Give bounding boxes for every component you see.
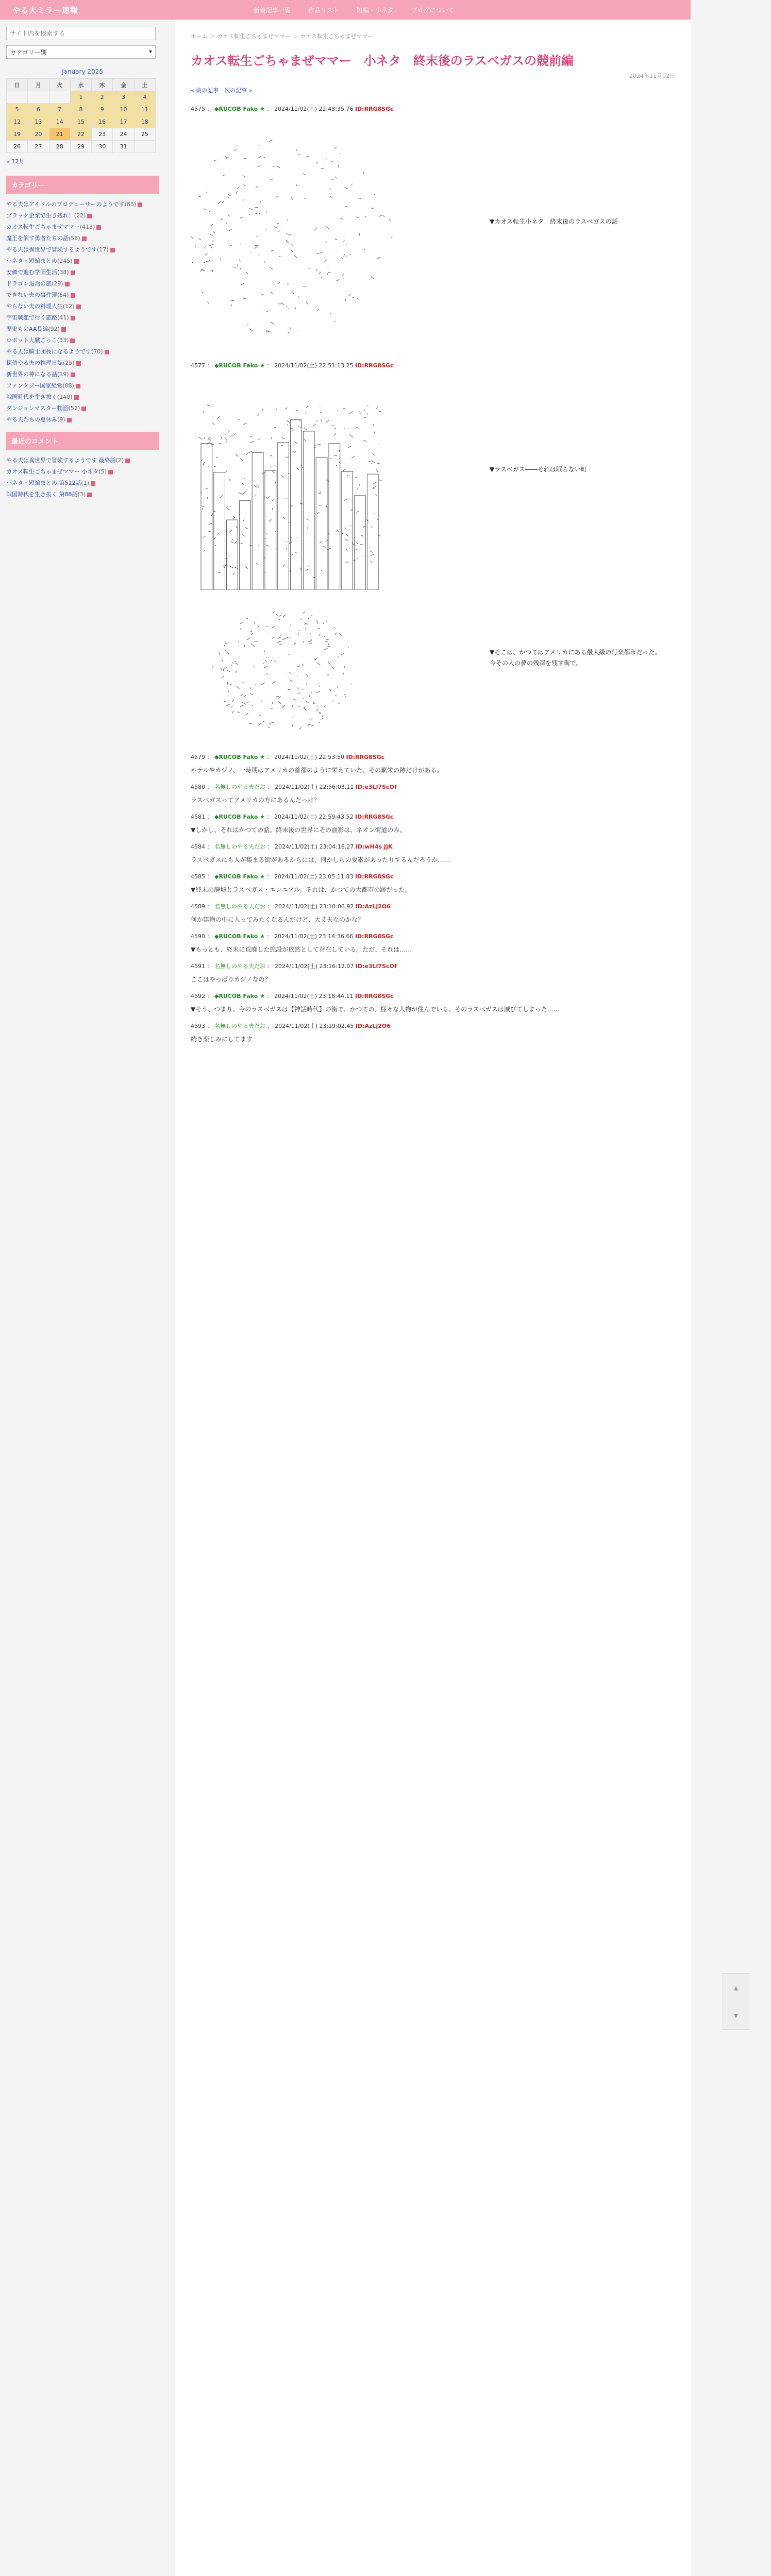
sidebar-link[interactable] — [6, 233, 159, 244]
calendar-day-header: 水 — [70, 79, 91, 91]
sidebar-link[interactable] — [6, 290, 159, 301]
poster-name: ◆RUCOB Fako ★ — [214, 754, 265, 760]
new-badge-icon — [61, 327, 66, 332]
calendar-week — [7, 91, 156, 104]
sidebar-link-label: 宇宙戦艦で行く旅路 — [6, 314, 57, 321]
post-number[interactable]: 4591 — [191, 963, 205, 970]
ascii-art-block — [191, 117, 675, 354]
new-badge-icon — [76, 361, 81, 366]
sidebar-link-count: (25) — [63, 360, 75, 366]
new-badge-icon — [108, 470, 113, 474]
poster-name: ◆RUCOB Fako ★ — [214, 814, 265, 820]
post-text: ▼終末の廃墟とラスベガス・エンニアル。それは、かつての大都市の跡だった。 — [191, 886, 411, 893]
calendar-day — [49, 91, 70, 104]
nav-item[interactable]: 新着記事一覧 — [254, 6, 291, 14]
calendar-day[interactable]: 12 — [7, 116, 28, 128]
calendar-day[interactable]: 5 — [7, 104, 28, 116]
poster-name: ◆RUCOB Fako ★ — [214, 933, 265, 940]
poster-name: 名無しのやる夫だお — [214, 843, 265, 850]
calendar-day[interactable]: 16 — [92, 116, 113, 128]
post-header: 4591 ： 名無しのやる夫だお ： 2024/11/02(土) 23:16:12.07 ID:e3Ll7ScOf — [191, 963, 397, 970]
sidebar-link[interactable] — [6, 403, 159, 414]
new-badge-icon — [125, 459, 130, 463]
sidebar-link[interactable] — [6, 210, 159, 222]
post-timestamp: 2024/11/02(土) 22:53:50 — [274, 754, 344, 760]
sidebar-link-count: (38) — [57, 269, 69, 276]
post — [191, 361, 675, 745]
sidebar-link-label: 歴史ものAA長編 — [6, 326, 48, 332]
post-header: 4577 ： ◆RUCOB Fako ★ ： 2024/11/02(土) 22:51:13.25 ID:RRG8SGc — [191, 362, 394, 369]
sidebar-link-count: (19) — [57, 371, 69, 378]
site-title[interactable]: やる夫ミラー速報 — [12, 5, 79, 15]
poster-name: 名無しのやる夫だお — [214, 963, 265, 970]
calendar-day[interactable]: 7 — [49, 104, 70, 116]
sidebar-link-count: (70) — [91, 348, 103, 355]
calendar-day: 25 — [134, 128, 155, 141]
post-timestamp: 2024/11/02(土) 23:16:12.07 — [275, 963, 354, 970]
new-badge-icon — [81, 406, 86, 411]
sidebar-link[interactable] — [6, 267, 159, 278]
post-timestamp: 2024/11/02(土) 22:51:13.25 — [274, 362, 354, 369]
post-timestamp: 2024/11/02(土) 23:19:02.45 — [275, 1023, 354, 1029]
calendar-day: 30 — [92, 141, 113, 153]
calendar-day[interactable]: 4 — [134, 91, 155, 104]
category-header: カテゴリー — [6, 176, 159, 194]
sidebar-link-label: やる夫は異世界で冒険するようです — [6, 246, 97, 253]
calendar-day[interactable]: 11 — [134, 104, 155, 116]
calendar-day-header: 月 — [28, 79, 49, 91]
poster-id: ID:RRG8SGc — [355, 814, 394, 820]
sidebar-link-count: (22) — [74, 212, 86, 219]
art-caption: ▼ラスベガス――それは眠らない町 — [490, 466, 587, 473]
sidebar-link-count: (17) — [97, 246, 109, 253]
sidebar-link-label: 魔王を倒す勇者たちの話 — [6, 235, 69, 242]
poster-name: ◆RUCOB Fako ★ — [214, 993, 265, 999]
poster-id: ID:RRG8SGc — [346, 754, 385, 760]
calendar-week — [7, 116, 156, 128]
post — [191, 753, 675, 775]
post-number[interactable]: 4577 — [191, 362, 205, 369]
post-text: ▼しかし、それはかつての話。終末後の世界にその面影は、ネオン街道のみ。 — [191, 826, 406, 834]
sidebar-link[interactable] — [6, 346, 159, 358]
post-list — [191, 105, 675, 1044]
poster-id: ID:RRG8SGc — [355, 933, 394, 940]
sidebar-link-count: (12) — [63, 303, 75, 310]
calendar-day — [28, 91, 49, 104]
post-timestamp: 2024/11/02(土) 23:04:16.27 — [275, 843, 354, 850]
sidebar-link[interactable] — [6, 199, 159, 210]
search-input[interactable] — [6, 27, 156, 40]
sidebar-link-label: やる夫は騎士団長になるようです — [6, 348, 91, 355]
new-badge-icon — [138, 202, 142, 207]
sidebar-link[interactable] — [6, 278, 159, 290]
new-badge-icon — [70, 338, 75, 343]
post-timestamp: 2024/11/02(土) 22:48:35.76 — [274, 106, 354, 112]
pager[interactable]: « 前の記事 次の記事 » — [191, 87, 253, 94]
calendar-day: 28 — [49, 141, 70, 153]
post-timestamp: 2024/11/02(土) 23:10:06.92 — [275, 903, 354, 910]
post-number[interactable]: 4593 — [191, 1023, 205, 1029]
sidebar-link[interactable] — [6, 222, 159, 233]
post-number[interactable]: 4589 — [191, 903, 205, 910]
new-badge-icon — [71, 372, 75, 377]
post-timestamp: 2024/11/02(土) 22:56:03.11 — [275, 784, 354, 790]
sidebar-link-label: やる夫たちの夏休み — [6, 416, 57, 423]
top-bar — [0, 0, 691, 20]
sidebar-link[interactable] — [6, 312, 159, 324]
sidebar-link-count: (1) — [81, 480, 90, 486]
sidebar-link-label: ダンジョンマスター物語 — [6, 405, 69, 412]
ascii-art-figure — [191, 374, 479, 590]
category-select-value: カテゴリー別 — [10, 49, 47, 56]
calendar-day[interactable]: 3 — [113, 91, 134, 104]
calendar-title: January 2025 — [62, 68, 103, 75]
new-badge-icon — [82, 236, 87, 241]
post-text: 続き楽しみにしてます — [191, 1036, 253, 1043]
new-badge-icon — [76, 384, 80, 388]
poster-id: ID:RRG8SGc — [355, 873, 394, 880]
new-badge-icon — [65, 282, 70, 286]
sidebar-link-label: カオス転生ごちゃまぜママー — [6, 224, 80, 230]
new-badge-icon — [74, 395, 79, 400]
post-timestamp: 2024/11/02(土) 23:05:11.83 — [274, 873, 354, 880]
post — [191, 962, 675, 985]
sidebar — [0, 20, 165, 2576]
post — [191, 812, 675, 835]
post-number[interactable]: 4584 — [191, 843, 205, 850]
post-header: 4585 ： ◆RUCOB Fako ★ ： 2024/11/02(土) 23:05:11.83 ID:RRG8SGc — [191, 873, 394, 880]
sidebar-link-count: (5) — [98, 468, 107, 475]
post — [191, 932, 675, 955]
calendar-day-header: 日 — [7, 79, 28, 91]
calendar-day[interactable]: 17 — [113, 116, 134, 128]
post-text: ここはやっぱりカジノなの？ — [191, 976, 271, 983]
post-number[interactable]: 4585 — [191, 873, 205, 880]
post-header: 4579 ： ◆RUCOB Fako ★ ： 2024/11/02(土) 22:53:50 ID:RRG8SGc — [191, 754, 385, 760]
poster-id: ID:e3Ll7ScOf — [355, 963, 397, 970]
sidebar-link-count: (33) — [57, 337, 69, 344]
sidebar-link[interactable] — [6, 455, 159, 466]
calendar-day: 27 — [28, 141, 49, 153]
calendar-day-header: 火 — [49, 79, 70, 91]
post-header: 4581 ： ◆RUCOB Fako ★ ： 2024/11/02(土) 22:59:43.52 ID:RRG8SGc — [191, 814, 394, 820]
sidebar-link-label: 戦国時代を生き抜く 第88話 — [6, 491, 78, 498]
calendar-day[interactable]: 13 — [28, 116, 49, 128]
post-header: 4589 ： 名無しのやる夫だお ： 2024/11/02(土) 23:10:06.92 ID:AzLj2O6 — [191, 903, 391, 910]
sidebar-link-label: 小ネタ・短編まとめ 第512話 — [6, 480, 81, 486]
nav-item[interactable]: 作品リスト — [308, 6, 339, 14]
new-badge-icon — [71, 316, 75, 320]
calendar-day-header: 土 — [134, 79, 155, 91]
sidebar-link[interactable] — [6, 489, 159, 500]
calendar-day[interactable]: 10 — [113, 104, 134, 116]
poster-id: ID:RRG8SGc — [355, 362, 394, 369]
floating-nav — [723, 1973, 749, 2030]
post-number[interactable]: 4581 — [191, 814, 205, 820]
new-badge-icon — [87, 214, 92, 218]
poster-id: ID:wH4s JJK — [355, 843, 393, 850]
sidebar-link-label: 探偵やる夫の推理日誌 — [6, 360, 63, 366]
sidebar-link-label: ロボット大戦ごっこ — [6, 337, 57, 344]
new-badge-icon — [67, 418, 72, 422]
post — [191, 105, 675, 354]
sidebar-link-label: 新世界の神になる話 — [6, 371, 57, 378]
sidebar-link-count: (52) — [68, 405, 80, 412]
scroll-bottom-icon[interactable]: ▼ — [733, 2012, 739, 2019]
calendar-day — [7, 91, 28, 104]
sidebar-link-label: できない夫の事件簿 — [6, 292, 57, 298]
calendar-day[interactable]: 1 — [70, 91, 91, 104]
post-text: 何か建物の中に入ってみたくなるんだけど、大丈夫なのかな？ — [191, 916, 364, 923]
page-title: カオス転生ごちゃまぜママー 小ネタ 終末後のラスベガスの競前編 — [191, 54, 574, 68]
calendar-day[interactable]: 8 — [70, 104, 91, 116]
scroll-top-icon[interactable]: ▲ — [733, 1984, 739, 1991]
post-timestamp: 2024/11/02(土) 22:59:43.52 — [274, 814, 354, 820]
calendar-day: 23 — [92, 128, 113, 141]
calendar-day[interactable]: 15 — [70, 116, 91, 128]
poster-name: ◆RUCOB Fako ★ — [214, 873, 265, 880]
new-badge-icon — [91, 481, 95, 486]
poster-id: ID:AzLj2O6 — [355, 903, 391, 910]
post-number[interactable]: 4580 — [191, 784, 205, 790]
calendar-day: 26 — [7, 141, 28, 153]
art-caption: ▼そこは、かつてはアメリカにある最大級の行楽都市だった。今その人の夢の残滓を残す街で。 — [490, 649, 661, 667]
sidebar-link-count: (92) — [48, 326, 60, 332]
calendar-day[interactable]: 21 — [49, 128, 70, 141]
new-badge-icon — [76, 304, 81, 309]
post — [191, 783, 675, 805]
calendar-day: 24 — [113, 128, 134, 141]
post-header: 4575 ： ◆RUCOB Fako ★ ： 2024/11/02(土) 22:48:35.76 ID:RRG8SGc — [191, 106, 394, 112]
post — [191, 872, 675, 895]
post-text: ▼そう、つまり、今のラスベガスは【神話時代】の街で、かつての、様々な人物が住んでいる、そのラスベガスは滅びてしまった…… — [191, 1006, 560, 1013]
sidebar-link-count: (83) — [124, 201, 137, 208]
calendar-day[interactable]: 6 — [28, 104, 49, 116]
post — [191, 902, 675, 925]
post — [191, 992, 675, 1014]
post-header: 4580 ： 名無しのやる夫だお ： 2024/11/02(土) 22:56:03.11 ID:e3Ll7ScOf — [191, 784, 397, 790]
main-content — [175, 20, 691, 2576]
sidebar-link[interactable] — [6, 324, 159, 335]
poster-name: 名無しのやる夫だお — [214, 1023, 265, 1029]
ascii-art-figure — [191, 117, 479, 354]
art-caption: ▼カオス転生小ネタ 終末後のラスベガスの話 — [490, 218, 618, 225]
sidebar-link-count: (88) — [62, 382, 74, 389]
post-number[interactable]: 4592 — [191, 993, 205, 999]
calendar-week — [7, 128, 156, 141]
calendar-day[interactable]: 18 — [134, 116, 155, 128]
calendar-day-header: 金 — [113, 79, 134, 91]
calendar-day[interactable]: 14 — [49, 116, 70, 128]
sidebar-link-count: (9) — [57, 416, 65, 423]
sidebar-link-label: カオス転生ごちゃまぜママー 小ネタ — [6, 468, 99, 475]
post-text: ラスベガスにも人が集まる街があるからには、何かしらの要素があったりするんだろうか…… — [191, 856, 450, 863]
post — [191, 1022, 675, 1044]
ascii-art-block — [191, 374, 675, 590]
post-text: ▼もっとも、終末に荒廃した施設が依然として存在している。ただ、それは…… — [191, 946, 412, 953]
sidebar-link[interactable] — [6, 301, 159, 312]
calendar-week — [7, 141, 156, 153]
poster-id: ID:e3Ll7ScOf — [355, 784, 397, 790]
calendar-day[interactable]: 22 — [70, 128, 91, 141]
new-badge-icon — [74, 259, 79, 264]
sidebar-link-count: (245) — [57, 258, 73, 264]
sidebar-link-count: (64) — [57, 292, 69, 298]
poster-name: ◆RUCOB Fako ★ — [214, 362, 265, 369]
top-nav — [165, 6, 461, 14]
ascii-art-figure — [191, 594, 479, 745]
sidebar-link[interactable] — [6, 414, 159, 426]
poster-name: ◆RUCOB Fako ★ — [214, 106, 265, 112]
category-select[interactable] — [6, 45, 156, 59]
post-text: ラスベガスってアメリカの方にあるんだっけ？ — [191, 796, 320, 804]
new-badge-icon — [87, 493, 92, 497]
post-text: ホテルやカジノ、一時期はアメリカの首都のように栄えていた、その繁栄の跡だけがある。 — [191, 767, 443, 774]
calendar-prev-link[interactable]: « 12月 — [6, 158, 25, 165]
calendar-day[interactable]: 20 — [28, 128, 49, 141]
sidebar-link-label: やる夫は異世界で冒険するようです 最終話 — [6, 457, 116, 464]
poster-name: 名無しのやる夫だお — [214, 903, 265, 910]
sidebar-link-count: (3) — [77, 491, 86, 498]
post-number[interactable]: 4575 — [191, 106, 205, 112]
sidebar-link-label: ファンタジー国家経営 — [6, 382, 63, 389]
new-badge-icon — [110, 248, 115, 252]
sidebar-link-count: (56) — [69, 235, 80, 242]
nav-item[interactable]: 短編・小ネタ — [356, 6, 394, 14]
calendar-day-header: 木 — [92, 79, 113, 91]
new-badge-icon — [96, 225, 101, 230]
post-timestamp: 2024/11/02(土) 23:14:36.66 — [274, 933, 354, 940]
new-badge-icon — [71, 270, 75, 275]
calendar-day[interactable]: 2 — [92, 91, 113, 104]
sidebar-link-label: やる夫はアイドルのプロデューサーのようです — [6, 201, 125, 208]
poster-id: ID:RRG8SGc — [355, 993, 394, 999]
sidebar-link[interactable] — [6, 478, 159, 489]
post-timestamp: 2024/11/02(土) 23:18:44.11 — [274, 993, 354, 999]
post-number[interactable]: 4579 — [191, 754, 205, 760]
post — [191, 842, 675, 865]
sidebar-link-label: やらない夫の料理人生 — [6, 303, 63, 310]
calendar — [6, 78, 156, 153]
nav-item[interactable]: ブログについて — [411, 6, 455, 14]
calendar-day — [134, 141, 155, 153]
chevron-down-icon: ▾ — [148, 48, 152, 55]
post-date: 2024年11月02日 — [629, 73, 675, 79]
calendar-day: 29 — [70, 141, 91, 153]
sidebar-link-label: ブラック企業で生き残れ！ — [6, 212, 74, 219]
post-header: 4593 ： 名無しのやる夫だお ： 2024/11/02(土) 23:19:02.45 ID:AzLj2O6 — [191, 1023, 391, 1029]
sidebar-link[interactable] — [6, 244, 159, 256]
sidebar-link-label: 戦国時代を生き抜く — [6, 394, 57, 400]
calendar-day: 31 — [113, 141, 134, 153]
category-list — [6, 199, 159, 426]
sidebar-link[interactable] — [6, 466, 159, 478]
sidebar-link-label: ドラゴン退治の旅 — [6, 280, 52, 287]
sidebar-link[interactable] — [6, 392, 159, 403]
new-badge-icon — [71, 293, 75, 298]
sidebar-link-count: (41) — [57, 314, 69, 321]
sidebar-link-count: (29) — [52, 280, 63, 287]
poster-id: ID:RRG8SGc — [355, 106, 394, 112]
sidebar-link-count: (140) — [57, 394, 73, 400]
sidebar-link[interactable] — [6, 358, 159, 369]
post-header: 4590 ： ◆RUCOB Fako ★ ： 2024/11/02(土) 23:14:36.66 ID:RRG8SGc — [191, 933, 394, 940]
post-header: 4592 ： ◆RUCOB Fako ★ ： 2024/11/02(土) 23:18:44.11 ID:RRG8SGc — [191, 993, 394, 999]
calendar-week — [7, 104, 156, 116]
sidebar-link-label: 安価で進む学園生活 — [6, 269, 57, 276]
sidebar-link[interactable] — [6, 256, 159, 267]
recent-comments-header: 最近のコメント — [6, 432, 159, 450]
ascii-art-block — [191, 594, 675, 745]
new-badge-icon — [105, 350, 109, 354]
post-number[interactable]: 4590 — [191, 933, 205, 940]
recent-comments-list — [6, 455, 159, 500]
breadcrumb[interactable]: ホーム ＞ カオス転生ごちゃまぜママー ＞ カオス転生ごちゃまぜママー — [191, 33, 374, 40]
sidebar-link-label: 小ネタ・短編まとめ — [6, 258, 57, 264]
sidebar-link[interactable] — [6, 380, 159, 392]
sidebar-link-count: (2) — [115, 457, 124, 464]
sidebar-link-count: (413) — [79, 224, 95, 230]
sidebar-link[interactable] — [6, 335, 159, 346]
poster-id: ID:AzLj2O6 — [355, 1023, 391, 1029]
post-header: 4584 ： 名無しのやる夫だお ： 2024/11/02(土) 23:04:16.27 ID:wH4s JJK — [191, 843, 393, 850]
poster-name: 名無しのやる夫だお — [214, 784, 265, 790]
calendar-day[interactable]: 9 — [92, 104, 113, 116]
calendar-day[interactable]: 19 — [7, 128, 28, 141]
sidebar-link[interactable] — [6, 369, 159, 380]
